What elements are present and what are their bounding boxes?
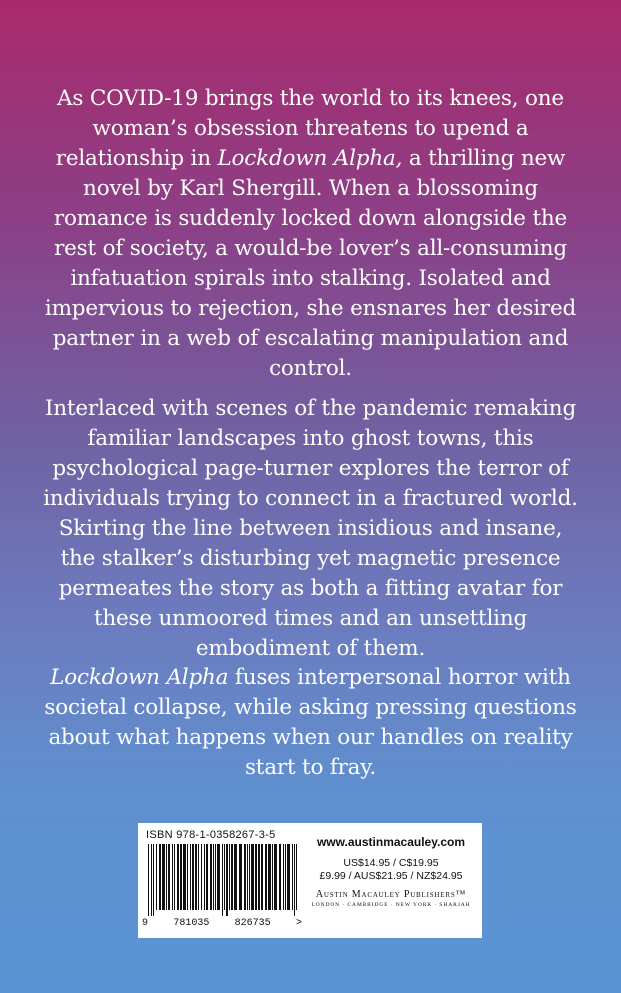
publisher-info: [306, 835, 476, 908]
blurb-paragraph-1: [42, 84, 579, 384]
barcode-panel: [138, 823, 482, 938]
barcode-digit: 781035: [173, 918, 210, 929]
publisher-name: Austin Macauley Publishers™: [315, 889, 467, 900]
blurb-paragraph-2: Interlaced with scenes of the pandemic remaking familiar landscapes into ghost towns, this psychological page-turner explores the terror of individuals trying to connect in a fractured world. Skirting the line between insidious and insane, the stalker’s disturbing yet magnetic presence permeates the story as both a fitting avatar for these unmoored times and an unsettling embodiment of them.: [43, 396, 578, 661]
price-line-2: £9.99 / AUS$21.95 / NZ$24.95: [319, 870, 463, 882]
blurb-text: As COVID-19 brings the world to its knees, one woman’s obsession threatens to upend a relationship in: [55, 86, 564, 171]
barcode-digit: >: [295, 918, 302, 929]
barcode-digit: 826735: [234, 918, 271, 929]
blurb-paragraph-3: [42, 663, 579, 783]
blurb-text: fuses interpersonal horror with societal collapse, while asking pressing questions about what happens when our handles on reality start to fray.: [44, 665, 577, 780]
blurb-text: a thrilling new novel by Karl Shergill. When a blossoming romance is suddenly locked down alongside the rest of society, a would-be lover’s all-consuming infatuation spirals into stalking. Isolated and impervious to rejection, she ensnares her desired partner in a web of escalating manipulation and control.: [44, 146, 577, 381]
publisher-cities: LONDON · CAMBRIDGE · NEW YORK · SHARJAH: [311, 902, 471, 908]
isbn-label: ISBN 978-1-0358267-3-5: [146, 829, 276, 841]
barcode-digit: 9: [142, 918, 149, 929]
book-title-italic: Lockdown Alpha: [50, 665, 229, 690]
barcode-digits: [142, 918, 302, 929]
book-title-italic: Lockdown Alpha,: [217, 146, 403, 171]
publisher-url: www.austinmacauley.com: [316, 835, 466, 849]
barcode-icon: [148, 844, 298, 916]
price-line-1: US$14.95 / C$19.95: [343, 857, 439, 869]
